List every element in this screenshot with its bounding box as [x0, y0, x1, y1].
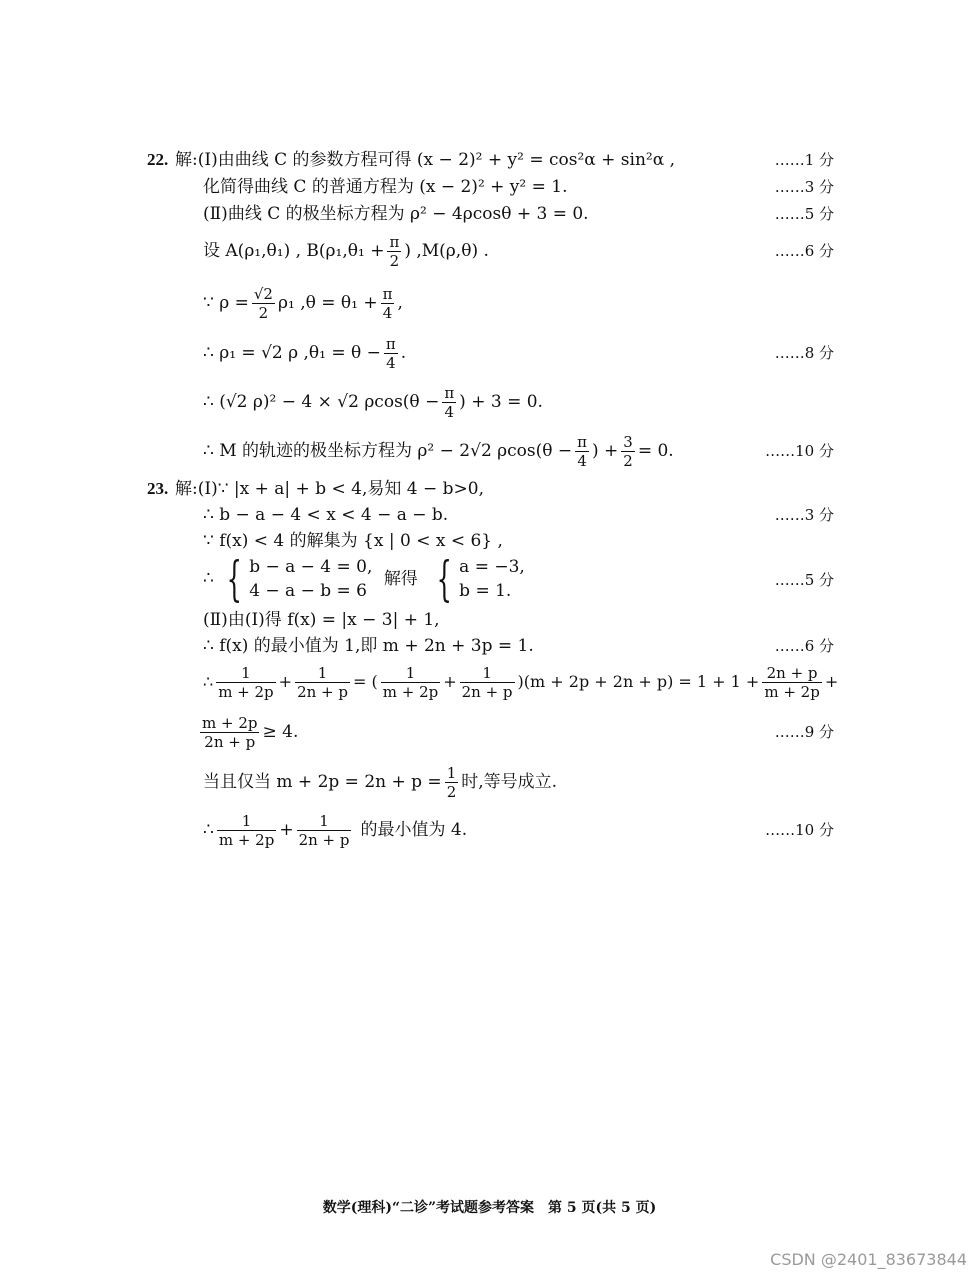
- q22-l5-text-c: ,: [397, 293, 403, 313]
- q22-line-7: [203, 384, 543, 421]
- q22-score-8: ……10 分: [765, 442, 834, 460]
- q23-l7-plus-2: +: [443, 672, 457, 691]
- q23-score-2: ……3 分: [774, 506, 834, 524]
- q22-l4-fraction: [387, 233, 401, 270]
- q22-l8-text-b: ) +: [592, 441, 619, 461]
- q23-l9-fraction: [445, 764, 459, 801]
- q23-l7-equals: = (: [353, 672, 378, 691]
- q23-l7-frac2-den: 2n + p: [297, 683, 348, 701]
- q23-l7-frac4-den: 2n + p: [461, 683, 513, 701]
- q23-l7-therefore: ∴: [203, 672, 214, 691]
- q23-l7-plus-3: +: [824, 672, 839, 691]
- q23-l4-eq-1: b − a − 4 = 0,: [249, 557, 373, 577]
- q23-l4-therefore: ∴: [203, 568, 214, 589]
- q23-line-5: (Ⅱ)由(Ⅰ)得 f(x) = |x − 3| + 1,: [203, 610, 440, 630]
- q23-line-6: ∴ f(x) 的最小值为 1,即 m + 2n + 3p = 1.: [203, 636, 534, 656]
- q23-number: 23.: [147, 479, 169, 498]
- q23-l8-frac-den: 2n + p: [200, 732, 259, 751]
- q23-l7-fraction-5: [762, 664, 821, 701]
- q23-line-10: [203, 812, 467, 849]
- q23-l7-fraction-3: [381, 664, 440, 701]
- q23-l9-frac-num: 1: [446, 764, 457, 782]
- q22-score-6: ……8 分: [774, 344, 834, 362]
- q23-l4-res-2: b = 1.: [459, 581, 512, 601]
- q23-l7-frac5-num: 2n + p: [766, 664, 818, 682]
- q23-l4-solve-label: 解得: [383, 568, 418, 589]
- q22-l6-text-a: ∴ ρ₁ = √2 ρ ,θ₁ = θ −: [203, 343, 381, 363]
- q23-score-8: ……9 分: [774, 723, 834, 741]
- q22-l5-fraction-1: [252, 285, 275, 322]
- q22-line-1: 解:(Ⅰ)由曲线 C 的参数方程可得 (x − 2)² + y² = cos²α + sin²α ,: [175, 150, 676, 170]
- q23-line-1: 解:(Ⅰ)∵ |x + a| + b < 4,易知 4 − b>0,: [175, 479, 484, 499]
- q23-line-8: [200, 714, 298, 751]
- q22-l8-fraction-2: [621, 433, 635, 470]
- q23-l10-frac2-num: 1: [319, 812, 329, 830]
- q22-l7-frac-num: π: [444, 384, 455, 402]
- q22-score-2: ……3 分: [774, 178, 834, 196]
- q23-l7-fraction-1: [216, 664, 275, 701]
- q22-l8-text-a: ∴ M 的轨迹的极坐标方程为 ρ² − 2√2 ρcos(θ −: [203, 441, 573, 461]
- q23-l7-product: )(m + 2p + 2n + p) = 1 + 1 +: [517, 672, 760, 691]
- q22-l6-frac-den: 4: [384, 353, 398, 372]
- q23-l10-frac1-num: 1: [241, 812, 252, 830]
- q22-l8-frac1-den: 4: [575, 451, 589, 470]
- q23-l10-frac1-den: m + 2p: [218, 831, 275, 849]
- q22-l4-text-b: ) ,M(ρ,θ) .: [404, 241, 489, 261]
- q22-l5-frac2-den: 4: [381, 303, 395, 322]
- q22-l4-frac-den: 2: [387, 251, 401, 270]
- q23-l10-frac2-den: 2n + p: [298, 831, 350, 849]
- q22-line-8: [203, 433, 674, 470]
- q23-l7-plus-1: +: [278, 672, 293, 691]
- q23-score-6: ……6 分: [774, 637, 834, 655]
- q22-l5-text-a: ∵ ρ =: [203, 293, 249, 313]
- q22-l6-frac-num: π: [385, 335, 396, 353]
- q23-l4-eq-2: 4 − a − b = 6: [249, 581, 367, 601]
- q23-l8-frac-num: m + 2p: [202, 714, 258, 732]
- q23-line-3: ∵ f(x) < 4 的解集为 {x | 0 < x < 6} ,: [203, 531, 503, 551]
- q23-l8-text: ≥ 4.: [262, 722, 299, 742]
- q22-line-4: [203, 233, 489, 270]
- q22-line-3: (Ⅱ)曲线 C 的极坐标方程为 ρ² − 4ρcosθ + 3 = 0.: [203, 204, 589, 224]
- q23-score-4: ……5 分: [774, 571, 834, 589]
- q22-l8-fraction-1: [575, 433, 589, 470]
- q22-l5-frac2-num: π: [382, 285, 393, 303]
- q23-l7-fraction-2: [295, 664, 350, 701]
- q22-l7-fraction: [442, 384, 456, 421]
- q23-l7-fraction-4: [460, 664, 515, 701]
- q22-l5-fraction-2: [381, 285, 395, 322]
- q23-l9-text-a: 当且仅当 m + 2p = 2n + p =: [203, 772, 442, 792]
- q23-l10-text: 的最小值为 4.: [360, 820, 468, 840]
- q23-l4-result: [459, 555, 525, 603]
- q23-l10-fraction-2: [297, 812, 352, 849]
- q22-l8-frac1-num: π: [577, 433, 588, 451]
- page-footer: 数学(理科)“二诊”考试题参考答案 第 5 页(共 5 页): [322, 1200, 657, 1216]
- q23-l7-frac1-den: m + 2p: [218, 683, 274, 701]
- q23-line-9: [203, 764, 557, 801]
- q22-score-4: ……6 分: [774, 242, 834, 260]
- q23-score-10: ……10 分: [765, 821, 834, 839]
- left-brace-1: {: [226, 551, 243, 607]
- q22-line-2: 化简得曲线 C 的普通方程为 (x − 2)² + y² = 1.: [203, 177, 568, 197]
- q23-line-7: [203, 664, 838, 701]
- q23-l4-system: [249, 555, 372, 603]
- q22-score-3: ……5 分: [774, 205, 834, 223]
- q23-line-2: ∴ b − a − 4 < x < 4 − a − b.: [203, 505, 449, 525]
- q23-l7-frac3-den: m + 2p: [382, 683, 439, 701]
- q22-score-1: ……1 分: [774, 151, 834, 169]
- q23-line-4: [203, 551, 525, 607]
- q22-l4-frac-num: π: [389, 233, 400, 251]
- q22-l8-frac2-num: 3: [623, 433, 633, 451]
- q22-l6-fraction: [384, 335, 398, 372]
- q23-l8-fraction: [200, 714, 259, 751]
- q23-l10-plus: +: [279, 820, 294, 840]
- q23-l9-text-b: 时,等号成立.: [461, 772, 558, 792]
- q23-l7-frac2-num: 1: [317, 664, 328, 682]
- q22-l7-text-a: ∴ (√2 ρ)² − 4 × √2 ρcos(θ −: [203, 392, 440, 412]
- q23-l10-therefore: ∴: [203, 820, 214, 840]
- q22-line-6: [203, 335, 406, 372]
- watermark: CSDN @2401_83673844: [770, 1250, 967, 1269]
- q23-l10-fraction-1: [217, 812, 276, 849]
- q23-l9-frac-den: 2: [446, 783, 457, 801]
- q22-l5-frac1-den: 2: [252, 303, 275, 322]
- q23-l7-frac3-num: 1: [405, 664, 416, 682]
- q22-l6-text-b: .: [400, 343, 407, 363]
- q22-l5-frac1-num: √2: [253, 285, 273, 303]
- q23-l4-res-1: a = −3,: [459, 557, 525, 577]
- left-brace-2: {: [436, 551, 453, 607]
- q22-l8-frac2-den: 2: [623, 452, 633, 470]
- q22-number: 22.: [147, 150, 169, 169]
- q22-l8-text-c: = 0.: [637, 441, 674, 461]
- q22-l7-text-b: ) + 3 = 0.: [459, 392, 543, 412]
- q22-line-5: [203, 285, 403, 322]
- q22-l5-text-b: ρ₁ ,θ = θ₁ +: [277, 293, 378, 313]
- q23-l7-frac5-den: m + 2p: [764, 683, 820, 701]
- q22-l7-frac-den: 4: [442, 402, 456, 421]
- q22-l4-text-a: 设 A(ρ₁,θ₁) , B(ρ₁,θ₁ +: [203, 241, 385, 261]
- q23-l7-frac4-num: 1: [482, 664, 492, 682]
- q23-l7-frac1-num: 1: [241, 664, 251, 682]
